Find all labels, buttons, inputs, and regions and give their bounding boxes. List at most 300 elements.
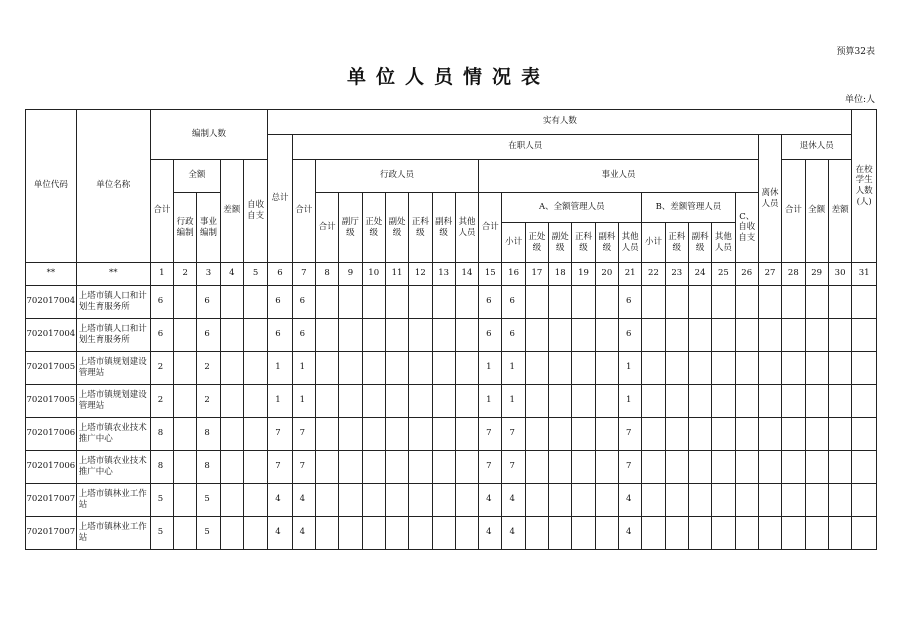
value-cell xyxy=(385,286,408,319)
value-cell xyxy=(432,451,455,484)
column-index-cell: 1 xyxy=(150,263,173,286)
value-cell xyxy=(782,286,805,319)
value-cell xyxy=(712,385,735,418)
column-index-cell: ** xyxy=(26,263,77,286)
value-cell: 4 xyxy=(502,484,525,517)
value-cell xyxy=(432,385,455,418)
value-cell: 4 xyxy=(292,517,315,550)
value-cell xyxy=(712,286,735,319)
col-group-c: C、自收自支 xyxy=(735,193,758,263)
col-b-subtotal: 小计 xyxy=(642,223,665,263)
unit-code-cell: 702017006 xyxy=(26,418,77,451)
unit-code-cell: 702017005 xyxy=(26,385,77,418)
value-cell xyxy=(455,418,478,451)
column-index-cell: 15 xyxy=(479,263,502,286)
value-cell xyxy=(549,352,572,385)
value-cell: 7 xyxy=(479,418,502,451)
value-cell xyxy=(339,286,362,319)
value-cell xyxy=(828,418,852,451)
table-row xyxy=(26,352,877,385)
value-cell: 6 xyxy=(502,319,525,352)
column-index-cell: 18 xyxy=(549,263,572,286)
value-cell xyxy=(712,451,735,484)
col-a-section: 正科级 xyxy=(572,223,595,263)
value-cell xyxy=(572,319,595,352)
value-cell xyxy=(572,451,595,484)
value-cell xyxy=(852,418,877,451)
value-cell xyxy=(782,484,805,517)
value-cell xyxy=(595,286,618,319)
value-cell xyxy=(805,319,828,352)
value-cell xyxy=(315,385,338,418)
column-index-cell: 8 xyxy=(315,263,338,286)
value-cell xyxy=(174,385,197,418)
value-cell xyxy=(572,418,595,451)
value-cell xyxy=(220,418,243,451)
value-cell: 8 xyxy=(150,418,173,451)
column-index-cell: 20 xyxy=(595,263,618,286)
value-cell xyxy=(409,385,432,418)
value-cell: 1 xyxy=(619,385,642,418)
value-cell xyxy=(688,418,711,451)
unit-name-cell: 上塔市镇农业技术推广中心 xyxy=(76,451,150,484)
column-index-cell: 6 xyxy=(268,263,292,286)
value-cell xyxy=(455,352,478,385)
value-cell xyxy=(549,517,572,550)
column-index-cell: 5 xyxy=(243,263,267,286)
value-cell xyxy=(220,517,243,550)
col-unit-code: 单位代码 xyxy=(26,110,77,263)
value-cell xyxy=(315,418,338,451)
value-cell: 1 xyxy=(292,352,315,385)
value-cell xyxy=(642,286,665,319)
column-index-cell: 30 xyxy=(828,263,852,286)
value-cell: 7 xyxy=(619,418,642,451)
table-row xyxy=(26,319,877,352)
value-cell xyxy=(315,352,338,385)
value-cell xyxy=(243,484,267,517)
value-cell xyxy=(549,451,572,484)
value-cell xyxy=(525,319,548,352)
unit-code-cell: 702017004 xyxy=(26,286,77,319)
column-index-cell: 29 xyxy=(805,263,828,286)
value-cell xyxy=(409,517,432,550)
value-cell xyxy=(220,451,243,484)
value-cell xyxy=(852,451,877,484)
value-cell xyxy=(688,286,711,319)
value-cell: 1 xyxy=(479,385,502,418)
value-cell xyxy=(243,286,267,319)
value-cell xyxy=(549,484,572,517)
value-cell xyxy=(758,352,781,385)
value-cell xyxy=(805,352,828,385)
value-cell: 2 xyxy=(150,352,173,385)
value-cell xyxy=(339,319,362,352)
value-cell xyxy=(642,352,665,385)
col-division: 正处级 xyxy=(362,193,385,263)
value-cell: 4 xyxy=(502,517,525,550)
value-cell xyxy=(385,319,408,352)
value-cell xyxy=(782,517,805,550)
value-cell xyxy=(409,418,432,451)
unit-name-cell: 上塔市镇林业工作站 xyxy=(76,484,150,517)
value-cell xyxy=(805,451,828,484)
value-cell: 6 xyxy=(268,319,292,352)
value-cell xyxy=(549,319,572,352)
column-index-cell: 27 xyxy=(758,263,781,286)
value-cell xyxy=(432,418,455,451)
value-cell xyxy=(525,484,548,517)
value-cell xyxy=(362,319,385,352)
page-title: 单位人员情况表 xyxy=(346,66,550,88)
value-cell xyxy=(735,286,758,319)
col-retired-total: 合计 xyxy=(782,160,805,263)
value-cell xyxy=(455,286,478,319)
col-a-other: 其他人员 xyxy=(619,223,642,263)
value-cell xyxy=(782,451,805,484)
value-cell xyxy=(805,484,828,517)
value-cell xyxy=(362,484,385,517)
value-cell: 8 xyxy=(150,451,173,484)
col-retired-balance: 差额 xyxy=(828,160,852,263)
col-career-total: 合计 xyxy=(479,193,502,263)
unit-name-cell: 上塔市镇人口和计划生育服务所 xyxy=(76,319,150,352)
col-admin-personnel: 行政人员 xyxy=(315,160,478,193)
value-cell xyxy=(409,451,432,484)
value-cell xyxy=(852,352,877,385)
column-index-cell: 14 xyxy=(455,263,478,286)
table-row xyxy=(26,418,877,451)
col-a-division: 正处级 xyxy=(525,223,548,263)
value-cell xyxy=(174,418,197,451)
col-staffing-total: 合计 xyxy=(150,160,173,263)
value-cell xyxy=(243,319,267,352)
unit-code-cell: 702017006 xyxy=(26,451,77,484)
value-cell: 6 xyxy=(197,286,220,319)
value-cell xyxy=(595,385,618,418)
value-cell xyxy=(455,517,478,550)
col-group-b: B、差额管理人员 xyxy=(642,193,735,223)
value-cell xyxy=(852,286,877,319)
value-cell xyxy=(432,517,455,550)
value-cell xyxy=(220,484,243,517)
value-cell xyxy=(665,484,688,517)
value-cell xyxy=(385,517,408,550)
value-cell xyxy=(315,451,338,484)
value-cell xyxy=(432,352,455,385)
col-staffing: 编制人数 xyxy=(150,110,268,160)
col-retired-full: 全额 xyxy=(805,160,828,263)
value-cell xyxy=(339,484,362,517)
value-cell xyxy=(174,286,197,319)
value-cell: 6 xyxy=(479,319,502,352)
value-cell: 6 xyxy=(479,286,502,319)
value-cell xyxy=(688,484,711,517)
value-cell xyxy=(362,286,385,319)
value-cell: 6 xyxy=(619,286,642,319)
value-cell xyxy=(805,418,828,451)
value-cell xyxy=(243,517,267,550)
value-cell xyxy=(572,517,595,550)
value-cell xyxy=(828,319,852,352)
column-index-cell: 12 xyxy=(409,263,432,286)
value-cell xyxy=(805,385,828,418)
value-cell xyxy=(339,451,362,484)
value-cell xyxy=(758,451,781,484)
value-cell xyxy=(549,286,572,319)
value-cell xyxy=(642,319,665,352)
value-cell xyxy=(642,418,665,451)
value-cell: 5 xyxy=(197,484,220,517)
value-cell: 5 xyxy=(150,484,173,517)
value-cell xyxy=(572,385,595,418)
unit-code-cell: 702017004 xyxy=(26,319,77,352)
value-cell xyxy=(315,319,338,352)
value-cell xyxy=(409,352,432,385)
value-cell xyxy=(174,484,197,517)
unit-name-cell: 上塔市镇规划建设管理站 xyxy=(76,352,150,385)
value-cell xyxy=(362,451,385,484)
value-cell xyxy=(805,517,828,550)
value-cell: 7 xyxy=(268,451,292,484)
unit-name-cell: 上塔市镇人口和计划生育服务所 xyxy=(76,286,150,319)
unit-code-cell: 702017007 xyxy=(26,484,77,517)
column-index-cell: 10 xyxy=(362,263,385,286)
value-cell xyxy=(362,418,385,451)
value-cell: 6 xyxy=(502,286,525,319)
value-cell xyxy=(712,418,735,451)
value-cell xyxy=(852,484,877,517)
col-retired: 退休人员 xyxy=(782,135,852,160)
value-cell xyxy=(220,352,243,385)
value-cell xyxy=(174,451,197,484)
value-cell xyxy=(642,517,665,550)
value-cell: 1 xyxy=(268,385,292,418)
value-cell xyxy=(525,418,548,451)
col-students: 在校学生人数(人) xyxy=(852,110,877,263)
column-index-cell: 25 xyxy=(712,263,735,286)
value-cell xyxy=(174,319,197,352)
value-cell xyxy=(174,517,197,550)
value-cell xyxy=(782,385,805,418)
value-cell: 2 xyxy=(150,385,173,418)
col-balance-quota: 差额 xyxy=(220,160,243,263)
value-cell xyxy=(455,385,478,418)
value-cell xyxy=(735,418,758,451)
value-cell: 6 xyxy=(292,286,315,319)
value-cell xyxy=(409,319,432,352)
table-row xyxy=(26,286,877,319)
unit-code-cell: 702017005 xyxy=(26,352,77,385)
value-cell xyxy=(665,418,688,451)
value-cell xyxy=(549,385,572,418)
value-cell xyxy=(385,451,408,484)
value-cell xyxy=(828,517,852,550)
column-index-cell: ** xyxy=(76,263,150,286)
value-cell: 4 xyxy=(268,484,292,517)
value-cell xyxy=(339,418,362,451)
value-cell xyxy=(712,319,735,352)
value-cell xyxy=(595,352,618,385)
value-cell: 7 xyxy=(619,451,642,484)
value-cell: 6 xyxy=(197,319,220,352)
col-a-deputy-division: 副处级 xyxy=(549,223,572,263)
value-cell xyxy=(572,352,595,385)
value-cell: 6 xyxy=(619,319,642,352)
col-a-subtotal: 小计 xyxy=(502,223,525,263)
value-cell xyxy=(688,385,711,418)
value-cell: 5 xyxy=(197,517,220,550)
value-cell xyxy=(220,319,243,352)
value-cell xyxy=(735,451,758,484)
col-admin-total: 合计 xyxy=(315,193,338,263)
unit-name-cell: 上塔市镇规划建设管理站 xyxy=(76,385,150,418)
value-cell xyxy=(525,517,548,550)
value-cell xyxy=(525,352,548,385)
value-cell xyxy=(243,352,267,385)
col-admin-staffing: 行政编制 xyxy=(174,193,197,263)
table-row xyxy=(26,451,877,484)
unit-name-cell: 上塔市镇农业技术推广中心 xyxy=(76,418,150,451)
column-index-cell: 28 xyxy=(782,263,805,286)
col-a-deputy-section: 副科级 xyxy=(595,223,618,263)
value-cell xyxy=(385,418,408,451)
col-unit-name: 单位名称 xyxy=(76,110,150,263)
value-cell xyxy=(455,451,478,484)
col-in-service: 在职人员 xyxy=(292,135,758,160)
value-cell xyxy=(665,319,688,352)
value-cell xyxy=(409,484,432,517)
value-cell: 1 xyxy=(502,352,525,385)
value-cell xyxy=(782,418,805,451)
column-index-cell: 23 xyxy=(665,263,688,286)
value-cell xyxy=(735,484,758,517)
value-cell xyxy=(385,385,408,418)
value-cell xyxy=(595,319,618,352)
value-cell xyxy=(432,319,455,352)
value-cell xyxy=(385,352,408,385)
column-index-cell: 9 xyxy=(339,263,362,286)
value-cell xyxy=(735,352,758,385)
value-cell xyxy=(758,286,781,319)
column-index-cell: 22 xyxy=(642,263,665,286)
value-cell: 6 xyxy=(268,286,292,319)
value-cell xyxy=(595,451,618,484)
value-cell xyxy=(174,352,197,385)
value-cell xyxy=(758,517,781,550)
value-cell: 1 xyxy=(479,352,502,385)
column-index-row xyxy=(26,263,877,286)
value-cell xyxy=(688,352,711,385)
value-cell: 4 xyxy=(479,517,502,550)
unit-label: 单位:人 xyxy=(844,95,875,105)
col-departed: 离休人员 xyxy=(758,135,781,263)
value-cell xyxy=(805,286,828,319)
value-cell: 6 xyxy=(292,319,315,352)
value-cell: 4 xyxy=(268,517,292,550)
value-cell: 6 xyxy=(150,319,173,352)
value-cell xyxy=(362,385,385,418)
value-cell xyxy=(758,484,781,517)
personnel-table xyxy=(25,109,877,550)
value-cell xyxy=(595,418,618,451)
col-admin-other: 其他人员 xyxy=(455,193,478,263)
col-deputy-section: 副科级 xyxy=(432,193,455,263)
value-cell xyxy=(642,451,665,484)
value-cell: 8 xyxy=(197,451,220,484)
table-row xyxy=(26,484,877,517)
value-cell: 4 xyxy=(479,484,502,517)
table-row xyxy=(26,385,877,418)
value-cell xyxy=(315,517,338,550)
value-cell xyxy=(339,352,362,385)
col-career-staffing: 事业编制 xyxy=(197,193,220,263)
value-cell xyxy=(828,286,852,319)
column-index-cell: 17 xyxy=(525,263,548,286)
value-cell xyxy=(688,451,711,484)
col-in-service-total: 合计 xyxy=(292,160,315,263)
column-index-cell: 2 xyxy=(174,263,197,286)
value-cell xyxy=(525,385,548,418)
value-cell xyxy=(828,484,852,517)
value-cell xyxy=(665,286,688,319)
value-cell xyxy=(828,352,852,385)
value-cell xyxy=(735,517,758,550)
value-cell: 7 xyxy=(292,451,315,484)
column-index-cell: 3 xyxy=(197,263,220,286)
table-row xyxy=(26,517,877,550)
value-cell xyxy=(525,286,548,319)
value-cell xyxy=(315,286,338,319)
value-cell xyxy=(339,385,362,418)
value-cell xyxy=(782,319,805,352)
value-cell xyxy=(782,352,805,385)
col-full-quota: 全额 xyxy=(174,160,221,193)
value-cell xyxy=(642,484,665,517)
col-b-deputy-section: 副科级 xyxy=(688,223,711,263)
value-cell: 7 xyxy=(479,451,502,484)
value-cell: 1 xyxy=(292,385,315,418)
value-cell xyxy=(220,385,243,418)
value-cell xyxy=(642,385,665,418)
value-cell: 7 xyxy=(502,418,525,451)
form-number: 预算32表 xyxy=(836,47,875,57)
value-cell xyxy=(595,517,618,550)
value-cell xyxy=(852,385,877,418)
value-cell xyxy=(665,517,688,550)
value-cell xyxy=(852,517,877,550)
col-b-section: 正科级 xyxy=(665,223,688,263)
value-cell xyxy=(243,385,267,418)
column-index-cell: 19 xyxy=(572,263,595,286)
value-cell: 8 xyxy=(197,418,220,451)
value-cell: 1 xyxy=(268,352,292,385)
value-cell xyxy=(385,484,408,517)
value-cell xyxy=(549,418,572,451)
value-cell xyxy=(572,484,595,517)
value-cell xyxy=(243,451,267,484)
value-cell xyxy=(595,484,618,517)
value-cell xyxy=(735,319,758,352)
value-cell xyxy=(455,319,478,352)
col-actual: 实有人数 xyxy=(268,110,852,135)
value-cell: 4 xyxy=(619,517,642,550)
value-cell: 1 xyxy=(502,385,525,418)
value-cell xyxy=(735,385,758,418)
value-cell xyxy=(712,484,735,517)
value-cell xyxy=(758,418,781,451)
value-cell xyxy=(432,286,455,319)
